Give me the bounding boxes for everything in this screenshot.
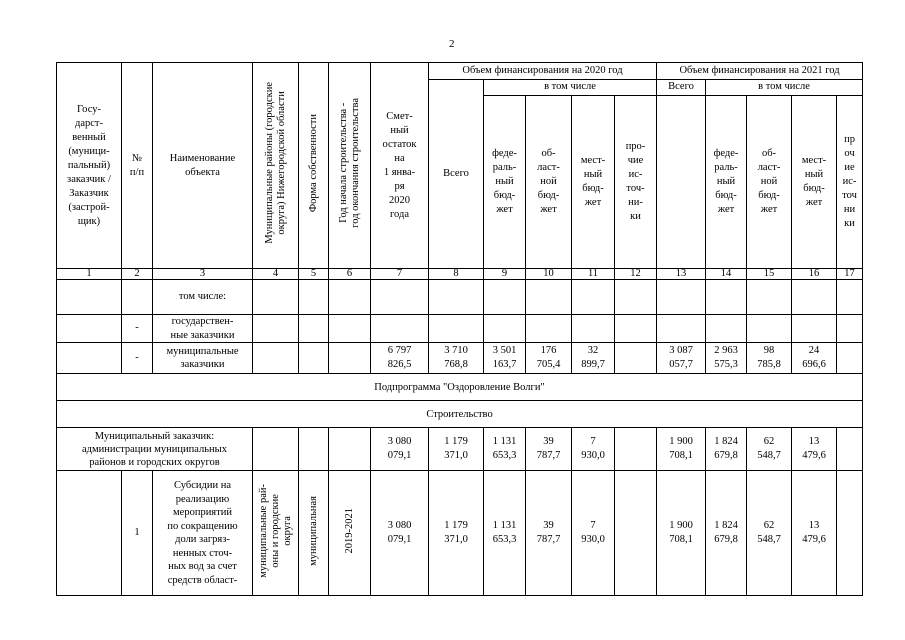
table-cell-c6 [329, 315, 371, 343]
table-cell-c12 [615, 471, 657, 596]
table-cell-c5 [299, 280, 329, 315]
table-cell-c1 [57, 315, 122, 343]
table-cell-c16 [792, 280, 837, 315]
table-cell-c3: государствен- ные заказчики [153, 315, 253, 343]
budget-table [56, 62, 863, 596]
table-cell-c16: 13 479,6 [792, 471, 837, 596]
header-ownership: Форма собственности [307, 114, 319, 213]
table-cell-c3: том числе: [153, 280, 253, 315]
table-cell-c10: 176 705,4 [526, 343, 572, 374]
table-cell-c6 [329, 343, 371, 374]
header-object-name: Наименование объекта [153, 63, 253, 269]
page-number: 2 [449, 38, 455, 50]
table-cell-c2 [122, 280, 153, 315]
table-cell-c12 [615, 315, 657, 343]
row-section-construction-text: Строительство [57, 401, 863, 428]
column-number-9: 9 [484, 269, 526, 280]
table-cell-c10 [526, 315, 572, 343]
table-cell-c4 [253, 471, 299, 596]
row-municipal-customer-label: Муниципальный заказчик: администрации муниципальных районов и городских округов [57, 428, 253, 471]
row-subprogram [57, 374, 863, 401]
row-municipal-customers [57, 343, 863, 374]
header-financing-2020: Объем финансирования на 2020 год [429, 63, 657, 80]
table-cell-c9 [484, 280, 526, 315]
column-number-7: 7 [371, 269, 429, 280]
table-cell-c6 [329, 280, 371, 315]
table-cell-c8: 1 179 371,0 [429, 428, 484, 471]
column-number-4: 4 [253, 269, 299, 280]
table-cell-c11 [572, 280, 615, 315]
column-number-5: 5 [299, 269, 329, 280]
table-cell-c15: 98 785,8 [747, 343, 792, 374]
header-ownership-cell [299, 63, 329, 269]
table-cell-c11: 7 930,0 [572, 428, 615, 471]
column-number-12: 12 [615, 269, 657, 280]
column-number-15: 15 [747, 269, 792, 280]
table-cell-c7: 3 080 079,1 [371, 428, 429, 471]
table-cell-c7 [371, 280, 429, 315]
table-cell-c1 [57, 471, 122, 596]
table-cell-c17 [837, 471, 863, 596]
row-state-customers [57, 315, 863, 343]
table-cell-c15 [747, 315, 792, 343]
table-cell-c13 [657, 280, 706, 315]
column-number-17: 17 [837, 269, 863, 280]
table-cell-c9: 3 501 163,7 [484, 343, 526, 374]
table-cell-c7: 6 797 826,5 [371, 343, 429, 374]
table-cell-c5 [299, 428, 329, 471]
table-cell-c8: 3 710 768,8 [429, 343, 484, 374]
table-cell-c3: Субсидии на реализацию мероприятий по сокращению доли загряз- ненных сточ- ных вод за счет средств област- [153, 471, 253, 596]
table-cell-c13: 3 087 057,7 [657, 343, 706, 374]
table-cell-c4 [253, 428, 299, 471]
header-total-2021-blank [657, 96, 706, 269]
table-cell-c4 [253, 343, 299, 374]
header-including-2021: в том числе [706, 80, 863, 96]
table-cell-c8 [429, 280, 484, 315]
table-cell-c10: 39 787,7 [526, 471, 572, 596]
header-local-2020: мест- ный бюд- жет [572, 96, 615, 269]
table-header [57, 63, 863, 280]
header-years-cell [329, 63, 371, 269]
table-cell-c11 [572, 315, 615, 343]
header-districts-cell [253, 63, 299, 269]
table-cell-c2: 1 [122, 471, 153, 596]
table-cell-c10: 39 787,7 [526, 428, 572, 471]
row-subprogram-text: Подпрограмма "Оздоровление Волги" [57, 374, 863, 401]
table-cell-c2: - [122, 343, 153, 374]
table-cell-c15 [747, 280, 792, 315]
column-number-2: 2 [122, 269, 153, 280]
table-cell-c4 [253, 280, 299, 315]
table-cell-c16 [792, 315, 837, 343]
table-cell-c15: 62 548,7 [747, 428, 792, 471]
table-body [57, 280, 863, 596]
table-cell-c4 [253, 315, 299, 343]
header-regional-2021: об- ласт- ной бюд- жет [747, 96, 792, 269]
table-cell-c9 [484, 315, 526, 343]
table-cell-c9: 1 131 653,3 [484, 471, 526, 596]
row-subsidy [57, 471, 863, 596]
table-cell-c13: 1 900 708,1 [657, 471, 706, 596]
table-cell-c14: 2 963 575,3 [706, 343, 747, 374]
table-cell-c8: 1 179 371,0 [429, 471, 484, 596]
header-including-2020: в том числе [484, 80, 657, 96]
header-districts: Муниципальные районы (городские округа) Нижегородской области [263, 82, 287, 245]
table-cell-c14: 1 824 679,8 [706, 471, 747, 596]
header-local-2021: мест- ный бюд- жет [792, 96, 837, 269]
table-cell-c9: 1 131 653,3 [484, 428, 526, 471]
table-cell-c1 [57, 343, 122, 374]
table-cell-c13 [657, 315, 706, 343]
table-cell-c5 [299, 471, 329, 596]
table-cell-vertical-text: 2019-2021 [343, 508, 355, 554]
table-cell-c7 [371, 315, 429, 343]
header-years: Год начала строительства - год окончания строительства [337, 98, 361, 229]
column-number-10: 10 [526, 269, 572, 280]
table-cell-vertical-text: муниципальная [307, 495, 319, 566]
table-cell-c15: 62 548,7 [747, 471, 792, 596]
header-federal-2021: феде- раль- ный бюд- жет [706, 96, 747, 269]
table-cell-c12 [615, 343, 657, 374]
column-number-8: 8 [429, 269, 484, 280]
table-cell-c1 [57, 280, 122, 315]
column-number-3: 3 [153, 269, 253, 280]
table-cell-c12 [615, 428, 657, 471]
header-total-2021: Всего [657, 80, 706, 96]
header-total-2020: Всего [429, 80, 484, 269]
column-number-6: 6 [329, 269, 371, 280]
column-number-11: 11 [572, 269, 615, 280]
table-cell-c6 [329, 471, 371, 596]
table-cell-c7: 3 080 079,1 [371, 471, 429, 596]
table-cell-c3: муниципальные заказчики [153, 343, 253, 374]
table-cell-vertical-text: муниципальные рай- оны и городские округа [257, 483, 293, 578]
table-cell-c17 [837, 428, 863, 471]
table-cell-c14 [706, 315, 747, 343]
row-section-construction [57, 401, 863, 428]
header-other-2020: про- чие ис- точ- ни- ки [615, 96, 657, 269]
header-financing-2021: Объем финансирования на 2021 год [657, 63, 863, 80]
table-cell-c2: - [122, 315, 153, 343]
header-customer: Госу- дарст- венный (муници- пальный) заказчик / Заказчик (застрой- щик) [57, 63, 122, 269]
table-cell-c5 [299, 343, 329, 374]
table-cell-c14: 1 824 679,8 [706, 428, 747, 471]
table-cell-c13: 1 900 708,1 [657, 428, 706, 471]
table-cell-c17 [837, 280, 863, 315]
table-cell-c5 [299, 315, 329, 343]
table-cell-c17 [837, 315, 863, 343]
table-cell-c16: 13 479,6 [792, 428, 837, 471]
header-balance: Смет- ный остаток на 1 янва- ря 2020 года [371, 63, 429, 269]
table-cell-c8 [429, 315, 484, 343]
column-number-13: 13 [657, 269, 706, 280]
header-federal-2020: феде- раль- ный бюд- жет [484, 96, 526, 269]
column-numbers-row [57, 269, 863, 280]
column-number-14: 14 [706, 269, 747, 280]
header-regional-2020: об- ласт- ной бюд- жет [526, 96, 572, 269]
table-cell-c11: 7 930,0 [572, 471, 615, 596]
header-other-2021: пр оч ие ис- точ ни ки [837, 96, 863, 269]
table-cell-c12 [615, 280, 657, 315]
table-cell-c11: 32 899,7 [572, 343, 615, 374]
table-cell-c16: 24 696,6 [792, 343, 837, 374]
table-cell-c17 [837, 343, 863, 374]
row-municipal-customer [57, 428, 863, 471]
table-cell-c10 [526, 280, 572, 315]
table-cell-c6 [329, 428, 371, 471]
column-number-16: 16 [792, 269, 837, 280]
row-including [57, 280, 863, 315]
header-number: № п/п [122, 63, 153, 269]
table-cell-c14 [706, 280, 747, 315]
column-number-1: 1 [57, 269, 122, 280]
